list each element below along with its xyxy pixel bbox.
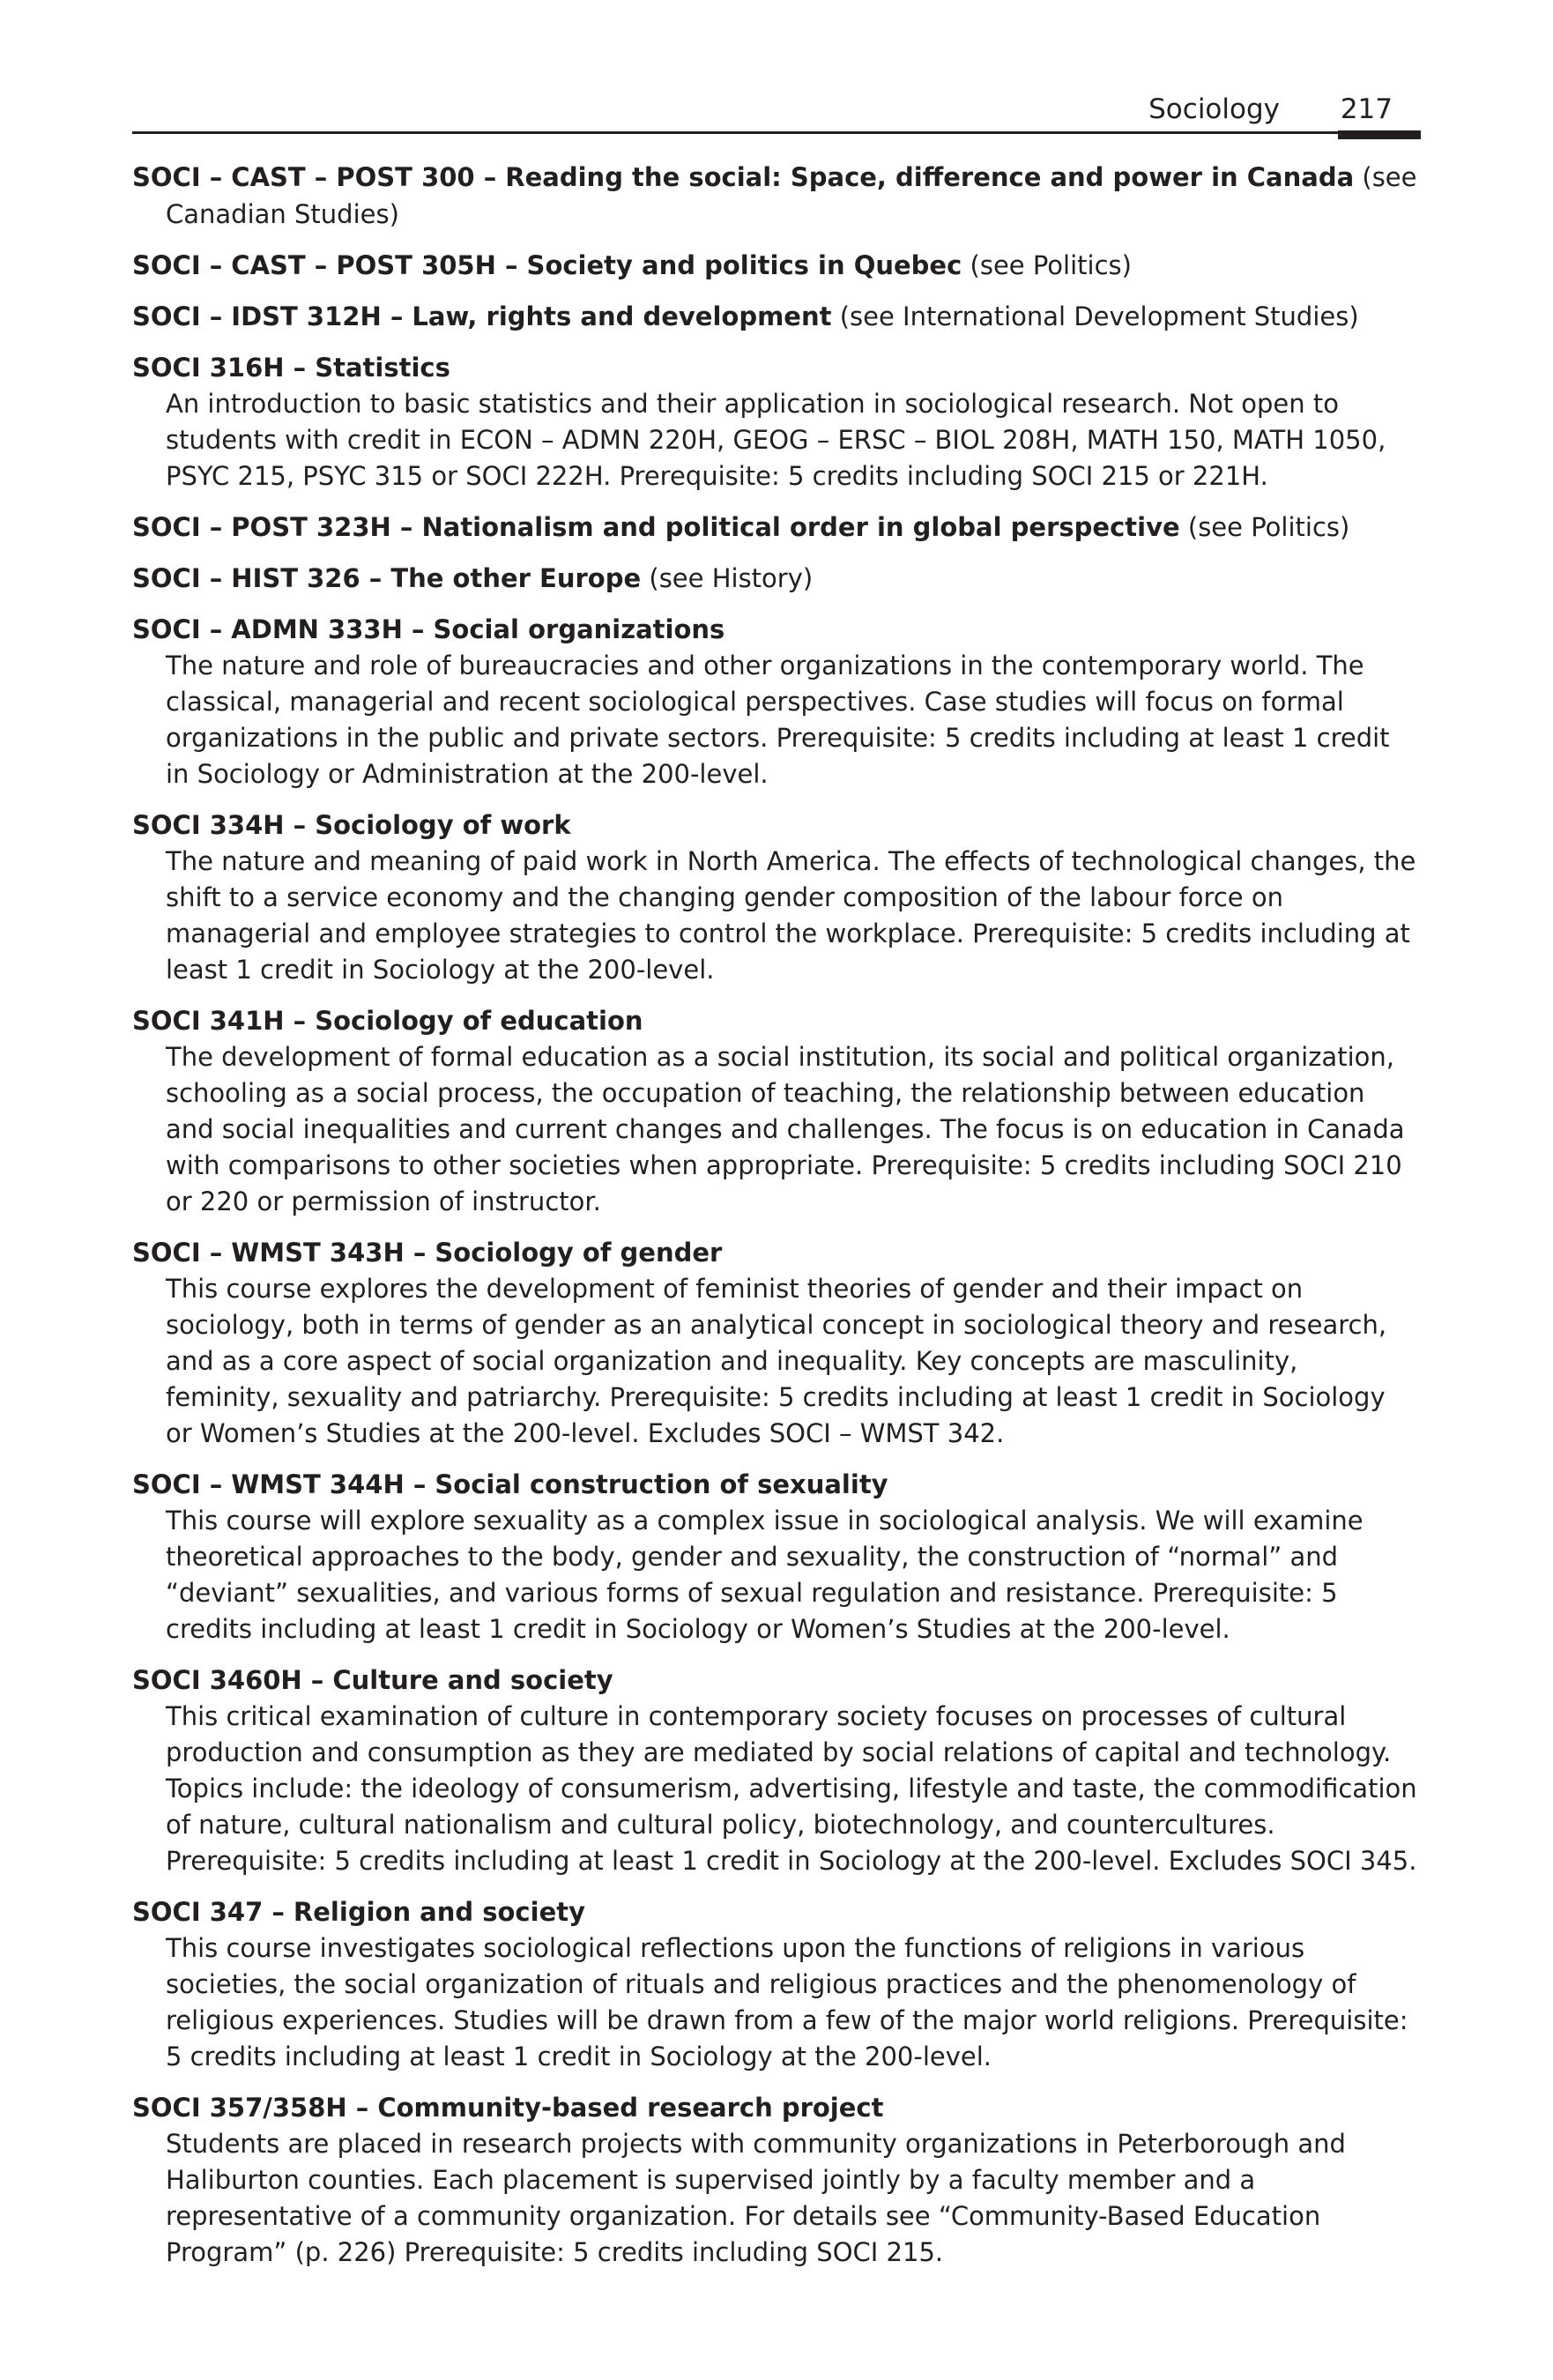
- course-title: SOCI – WMST 344H – Social construction of sexuality: [132, 1469, 888, 1499]
- course-description: The nature and role of bureaucracies and other organizations in the contemporary world. The classical, managerial and recent sociological perspectives. Case studies will focus on formal organizations in the public and private sectors. Prerequisite: 5 credits including at least 1 credit in Sociology or Administration at the 200-level.: [166, 651, 1390, 789]
- course-entry: [132, 807, 1419, 988]
- course-heading: [132, 349, 1419, 386]
- course-heading: [132, 247, 1419, 284]
- course-title: SOCI 316H – Statistics: [132, 353, 450, 383]
- page-header: [132, 81, 1419, 134]
- course-description: An introduction to basic statistics and their application in sociological research. Not open to students with credit in ECON – ADMN 220H, GEOG – ERSC – BIOL 208H, MATH 150, MATH 1050, PSYC 215, PSYC 315 or SOCI 222H. Prerequisite: 5 credits including SOCI 215 or 221H.: [166, 389, 1386, 491]
- course-title: SOCI 334H – Sociology of work: [132, 810, 571, 840]
- course-description: Students are placed in research projects with community organizations in Peterborough and Haliburton counties. Each placement is supervised jointly by a faculty member and a representative of a community organization. For details see “Community-Based Education Program” (p. 226) Prerequisite: 5 credits including SOCI 215.: [166, 2129, 1346, 2267]
- course-entry: [132, 1234, 1419, 1452]
- course-description: This course explores the development of feminist theories of gender and their impact on sociology, both in terms of gender as an analytical concept in sociological theory and research, and as a core aspect of social organization and inequality. Key concepts are masculinity, feminity, sexuality and patriarchy. Prerequisite: 5 credits including at least 1 credit in Sociology or Women’s Studies at the 200-level. Excludes SOCI – WMST 342.: [166, 1274, 1387, 1448]
- course-title: SOCI – POST 323H – Nationalism and political order in global perspective: [132, 512, 1180, 542]
- course-entry: [132, 1466, 1419, 1647]
- course-cross-reference: (see Politics): [962, 250, 1132, 280]
- course-description: The development of formal education as a social institution, its social and political organization, schooling as a social process, the occupation of teaching, the relationship between education and social inequalities and current changes and challenges. The focus is on education in Canada with comparisons to other societies when appropriate. Prerequisite: 5 credits including SOCI 210 or 220 or permission of instructor.: [166, 1042, 1405, 1216]
- course-title: SOCI – IDST 312H – Law, rights and development: [132, 301, 832, 331]
- course-description: This course investigates sociological reflections upon the functions of religions in various societies, the social organization of rituals and religious practices and the phenomenology of religious experiences. Studies will be drawn from a few of the major world religions. Prerequisite: 5 credits including at least 1 credit in Sociology at the 200-level.: [166, 1933, 1408, 2071]
- course-heading: [132, 1466, 1419, 1503]
- course-title: SOCI 3460H – Culture and society: [132, 1665, 613, 1695]
- course-title: SOCI 341H – Sociology of education: [132, 1006, 643, 1036]
- course-entry: [132, 1893, 1419, 2075]
- course-heading: [132, 560, 1419, 597]
- course-entry: [132, 1002, 1419, 1220]
- course-heading: [132, 1234, 1419, 1271]
- course-heading: [132, 1002, 1419, 1039]
- course-entry: [132, 298, 1419, 335]
- course-title: SOCI – HIST 326 – The other Europe: [132, 563, 642, 593]
- course-entry: [132, 509, 1419, 546]
- page-number: 217: [1340, 93, 1393, 125]
- course-cross-reference: (see Canadian Studies): [166, 162, 1417, 229]
- course-heading: [132, 2089, 1419, 2126]
- course-heading: [132, 807, 1419, 844]
- course-heading: [132, 159, 1419, 233]
- course-heading: [132, 509, 1419, 546]
- course-title: SOCI 347 – Religion and society: [132, 1897, 585, 1927]
- course-heading: [132, 298, 1419, 335]
- running-head-section: Sociology: [1148, 93, 1280, 125]
- course-cross-reference: (see International Development Studies): [831, 301, 1359, 331]
- course-listing: [132, 159, 1419, 2285]
- course-entry: [132, 1662, 1419, 1879]
- course-entry: [132, 349, 1419, 495]
- course-description: This course will explore sexuality as a complex issue in sociological analysis. We will examine theoretical approaches to the body, gender and sexuality, the construction of “normal” and “deviant” sexualities, and various forms of sexual regulation and resistance. Prerequisite: 5 credits including at least 1 credit in Sociology or Women’s Studies at the 200-level.: [166, 1506, 1364, 1644]
- course-description: This critical examination of culture in contemporary society focuses on processes of cultural production and consumption as they are mediated by social relations of capital and technology. Topics include: the ideology of consumerism, advertising, lifestyle and taste, the commodification of nature, cultural nationalism and cultural policy, biotechnology, and countercultures. Prerequisite: 5 credits including at least 1 credit in Sociology at the 200-level. Excludes SOCI 345.: [166, 1701, 1417, 1876]
- course-heading: [132, 1893, 1419, 1930]
- course-description: The nature and meaning of paid work in North America. The effects of technological changes, the shift to a service economy and the changing gender composition of the labour force on managerial and employee strategies to control the workplace. Prerequisite: 5 credits including at least 1 credit in Sociology at the 200-level.: [166, 846, 1416, 985]
- course-entry: [132, 247, 1419, 284]
- course-title: SOCI – WMST 343H – Sociology of gender: [132, 1238, 723, 1268]
- course-entry: [132, 560, 1419, 597]
- course-heading: [132, 1662, 1419, 1699]
- course-entry: [132, 2089, 1419, 2271]
- course-heading: [132, 611, 1419, 648]
- course-cross-reference: (see Politics): [1179, 512, 1350, 542]
- course-title: SOCI – CAST – POST 305H – Society and politics in Quebec: [132, 250, 962, 280]
- course-title: SOCI – ADMN 333H – Social organizations: [132, 614, 725, 644]
- course-entry: [132, 159, 1419, 233]
- course-title: SOCI 357/358H – Community-based research project: [132, 2093, 884, 2123]
- course-cross-reference: (see History): [641, 563, 814, 593]
- header-rule: [132, 131, 1419, 134]
- course-entry: [132, 611, 1419, 792]
- course-title: SOCI – CAST – POST 300 – Reading the social: Space, difference and power in Canada: [132, 162, 1355, 192]
- header-tab-bar: [1338, 130, 1421, 139]
